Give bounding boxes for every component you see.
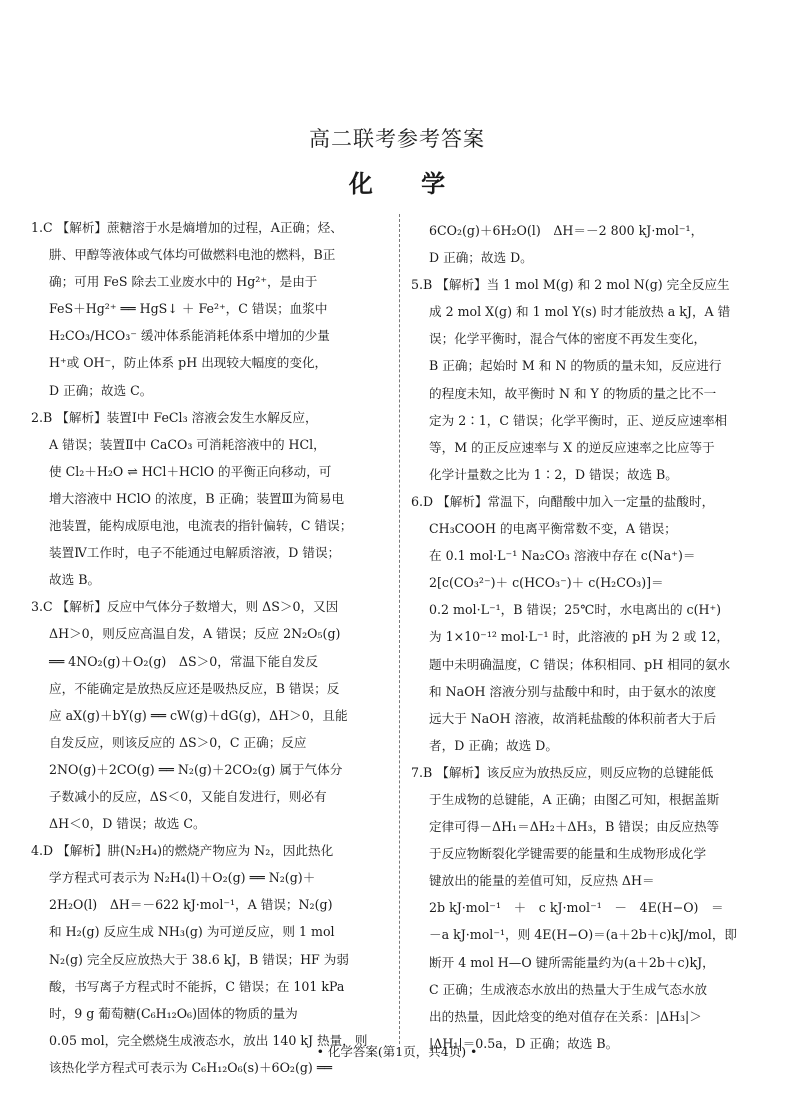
page-footer: • 化学答案(第1页，共4页) • bbox=[316, 1044, 478, 1059]
text-line: 者，D 正确；故选 D。 bbox=[429, 737, 558, 753]
text-line: 增大溶液中 HClO 的浓度，B 正确；装置Ⅲ为简易电 bbox=[49, 490, 345, 506]
column-divider bbox=[399, 214, 400, 1044]
text-line: ══ 4NO₂(g)＋O₂(g) ΔS＞0，常温下能自发反 bbox=[49, 653, 318, 669]
text-line: 2NO(g)＋2CO(g) ══ N₂(g)＋2CO₂(g) 属于气体分 bbox=[49, 761, 343, 777]
text-line: 3.C 【解析】反应中气体分子数增大，则 ΔS＞0，又因 bbox=[31, 599, 339, 615]
text-line: 2.B 【解析】装置Ⅰ中 FeCl₃ 溶液会发生水解反应， bbox=[31, 409, 318, 425]
text-line: 出的热量，因此焓变的绝对值存在关系：|ΔH₃|＞ bbox=[429, 1008, 702, 1024]
text-line: 2[c(CO₃²⁻)＋ c(HCO₃⁻)＋ c(H₂CO₃)]＝ bbox=[429, 575, 664, 591]
text-line: 时，9 g 葡萄糖(C₆H₁₂O₆)固体的物质的量为 bbox=[49, 1005, 298, 1021]
text-line: C 正确；生成液态水放出的热量大于生成气态水放 bbox=[429, 981, 708, 997]
text-line: 1.C 【解析】蔗糖溶于水是熵增加的过程，A正确；烃、 bbox=[31, 220, 343, 235]
text-line: FeS＋Hg²⁺ ══ HgS↓ ＋ Fe²⁺，C 错误；血浆中 bbox=[49, 301, 328, 317]
text-line: A 错误；装置Ⅱ中 CaCO₃ 可消耗溶液中的 HCl， bbox=[49, 436, 326, 452]
text-line: 的程度未知，故平衡时 N 和 Y 的物质的量之比不一 bbox=[429, 385, 717, 401]
text-line: 定律可得－ΔH₁＝ΔH₂＋ΔH₃，B 错误；由反应热等 bbox=[429, 819, 720, 835]
text-line: D 正确；故选 C。 bbox=[49, 382, 153, 398]
text-line: 学方程式可表示为 N₂H₄(l)＋O₂(g) ══ N₂(g)＋ bbox=[49, 870, 316, 886]
text-line: 2H₂O(l) ΔH＝－622 kJ·mol⁻¹，A 错误；N₂(g) bbox=[49, 897, 333, 913]
right-column bbox=[411, 217, 773, 1057]
text-line: 2b kJ·mol⁻¹ ＋ c kJ·mol⁻¹ － 4E(H−O) ＝ bbox=[429, 900, 724, 916]
text-line: 误；化学平衡时，混合气体的密度不再发生变化， bbox=[429, 331, 707, 347]
text-line: 肼、甲醇等液体或气体均可做燃料电池的燃料，B正 bbox=[49, 247, 336, 263]
text-line: ΔH＜0，D 错误；故选 C。 bbox=[49, 816, 206, 832]
text-line: 在 0.1 mol·L⁻¹ Na₂CO₃ 溶液中存在 c(Na⁺)＝ bbox=[429, 548, 696, 564]
text-line: 故选 B。 bbox=[49, 572, 101, 588]
text-line: 4.D 【解析】肼(N₂H₄)的燃烧产物应为 N₂，因此热化 bbox=[31, 843, 334, 859]
text-line: 键放出的能量的差值可知，反应热 ΔH＝ bbox=[429, 873, 655, 889]
text-line: 化学计量数之比为 1∶2，D 错误；故选 B。 bbox=[429, 466, 678, 482]
text-line: 断开 4 mol H—O 键所需能量约为(a＋2b＋c)kJ， bbox=[429, 954, 715, 970]
text-line: N₂(g) 完全反应放热大于 38.6 kJ，B 错误；HF 为弱 bbox=[49, 951, 349, 967]
text-line: 成 2 mol X(g) 和 1 mol Y(s) 时才能放热 a kJ，A 错 bbox=[429, 304, 731, 320]
text-line: CH₃COOH 的电离平衡常数不变，A 错误； bbox=[429, 521, 677, 537]
text-line: 5.B 【解析】当 1 mol M(g) 和 2 mol N(g) 完全反应生 bbox=[411, 277, 730, 293]
subject-title: 化 学 bbox=[348, 169, 466, 198]
text-line: 使 Cl₂＋H₂O ⇌ HCl＋HClO 的平衡正向移动，可 bbox=[49, 463, 332, 479]
page-title: 高二联考参考答案 bbox=[309, 127, 485, 151]
text-line: 应 aX(g)＋bY(g) ══ cW(g)＋dG(g)，ΔH＞0，且能 bbox=[49, 707, 348, 723]
text-line: 等，M 的正反应速率与 X 的逆反应速率之比应等于 bbox=[429, 439, 715, 455]
text-line: 定为 2∶1，C 错误；化学平衡时，正、逆反应速率相 bbox=[429, 412, 728, 428]
text-line: 和 NaOH 溶液分别与盐酸中和时，由于氨水的浓度 bbox=[429, 683, 717, 699]
text-line: D 正确；故选 D。 bbox=[429, 250, 533, 266]
text-line: 自发反应，则该反应的 ΔS＞0，C 正确；反应 bbox=[49, 734, 307, 750]
text-line: 6CO₂(g)＋6H₂O(l) ΔH＝－2 800 kJ·mol⁻¹， bbox=[429, 223, 704, 238]
text-line: H⁺或 OH⁻，防止体系 pH 出现较大幅度的变化， bbox=[49, 355, 328, 371]
text-line: H₂CO₃/HCO₃⁻ 缓冲体系能消耗体系中增加的少量 bbox=[49, 328, 330, 344]
text-line: 池装置，能构成原电池，电流表的指针偏转，C 错误； bbox=[49, 518, 353, 534]
text-line: 子数减小的反应，ΔS＜0，又能自发进行，则必有 bbox=[49, 788, 327, 804]
text-line: 于反应物断裂化学键需要的能量和生成物形成化学 bbox=[429, 846, 707, 862]
text-line: 于生成物的总键能，A 正确；由图乙可知，根据盖斯 bbox=[429, 791, 720, 807]
text-line: 应，不能确定是放热反应还是吸热反应，B 错误；反 bbox=[49, 680, 340, 696]
text-line: 6.D 【解析】常温下，向醋酸中加入一定量的盐酸时， bbox=[411, 493, 715, 509]
left-column bbox=[31, 214, 393, 1081]
text-line: 远大于 NaOH 溶液，故消耗盐酸的体积前者大于后 bbox=[429, 710, 717, 726]
text-line: 酸，书写离子方程式时不能拆，C 错误；在 101 kPa bbox=[49, 978, 345, 994]
text-line: 装置Ⅳ工作时，电子不能通过电解质溶液，D 错误； bbox=[49, 545, 341, 561]
text-line: 7.B 【解析】该反应为放热反应，则反应物的总键能低 bbox=[411, 764, 714, 780]
text-line: |ΔH₁|＝0.5a，D 正确；故选 B。 bbox=[429, 1035, 619, 1051]
text-line: 0.05 mol，完全燃烧生成液态水，放出 140 kJ 热量，则 bbox=[49, 1032, 368, 1048]
text-line: 0.2 mol·L⁻¹，B 错误；25℃时，水电离出的 c(H⁺) bbox=[429, 602, 722, 618]
text-line: ΔH＞0，则反应高温自发，A 错误；反应 2N₂O₅(g) bbox=[49, 626, 341, 642]
text-line: 题中未明确温度，C 错误；体积相同、pH 相同的氨水 bbox=[429, 656, 731, 672]
text-line: 确；可用 FeS 除去工业废水中的 Hg²⁺，是由于 bbox=[49, 274, 318, 290]
text-line: 该热化学方程式可表示为 C₆H₁₂O₆(s)＋6O₂(g) ══ bbox=[49, 1059, 332, 1075]
text-line: 和 H₂(g) 反应生成 NH₃(g) 为可逆反应，则 1 mol bbox=[49, 924, 335, 940]
text-line: －a kJ·mol⁻¹，则 4E(H−O)＝(a＋2b＋c)kJ/mol，即 bbox=[429, 927, 738, 943]
text-line: 为 1×10⁻¹² mol·L⁻¹ 时，此溶液的 pH 为 2 或 12， bbox=[429, 629, 729, 645]
text-line: B 正确；起始时 M 和 N 的物质的量未知，反应进行 bbox=[429, 358, 722, 374]
